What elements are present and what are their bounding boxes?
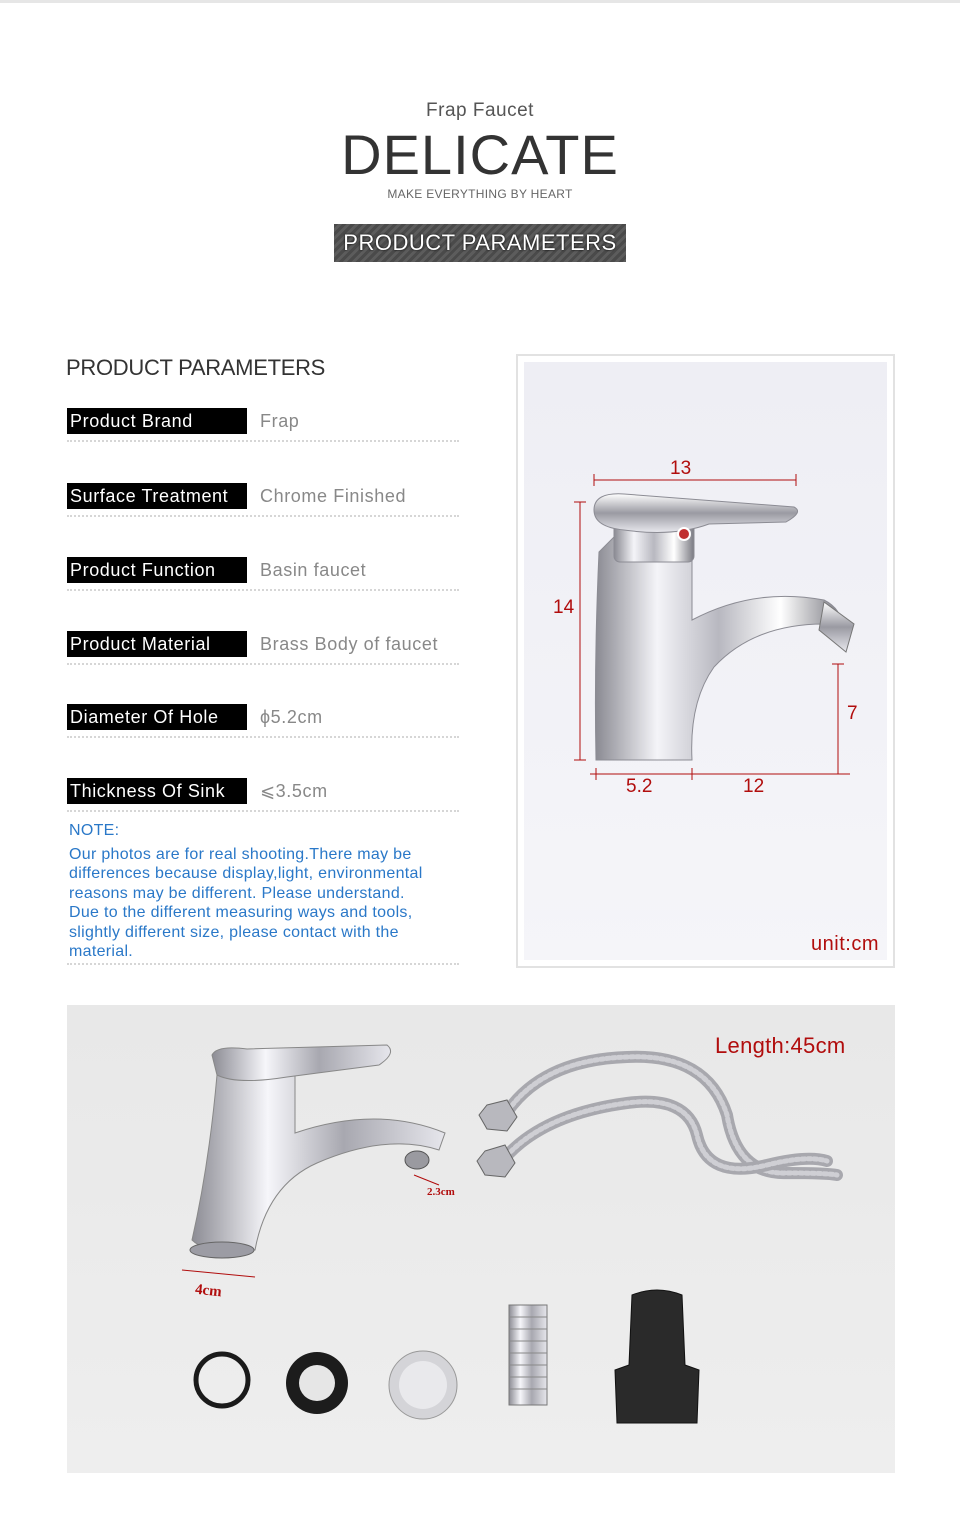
dotted-divider — [67, 963, 459, 965]
dotted-divider — [67, 736, 459, 738]
accessories-photo — [67, 1005, 895, 1473]
param-label: Surface Treatment — [67, 483, 247, 509]
note-line: Our photos are for real shooting.There may be — [69, 845, 412, 863]
dimension-panel — [524, 362, 887, 960]
brand-title: DELICATE — [341, 123, 619, 186]
param-label: Product Function — [67, 557, 247, 583]
param-value: Brass Body of faucet — [260, 634, 439, 654]
note-line: Due to the different measuring ways and tools, — [69, 904, 413, 921]
params-heading: PRODUCT PARAMETERS — [66, 355, 326, 380]
note-line: material. — [69, 943, 134, 960]
note-line: slightly different size, please contact with the — [69, 923, 399, 941]
param-label: Product Brand — [67, 408, 247, 434]
dimension-diagram — [516, 354, 895, 968]
rubber-o-ring — [196, 1354, 248, 1406]
hose-length-label: Length:45cm — [715, 1033, 846, 1058]
brand-subtitle: Frap Faucet — [426, 100, 534, 121]
param-value: Chrome Finished — [260, 486, 407, 506]
accessories-illustration — [67, 1005, 895, 1473]
param-row-brand — [67, 408, 459, 442]
param-value: ⩽3.5cm — [260, 781, 328, 801]
unit-label: unit:cm — [811, 933, 879, 955]
faucet-dimension-illustration — [524, 362, 887, 960]
note-line: differences because display,light, environmental — [69, 865, 423, 882]
note-heading: NOTE: — [69, 822, 120, 839]
dotted-divider — [67, 810, 459, 812]
param-label: Diameter Of Hole — [67, 704, 247, 730]
dotted-divider — [67, 663, 459, 665]
dim-height-label: 14 — [553, 597, 575, 618]
param-label: Thickness Of Sink — [67, 778, 247, 804]
param-row-hole — [67, 704, 459, 738]
brand-tagline: MAKE EVERYTHING BY HEART — [387, 187, 573, 201]
dim-base-label: 5.2 — [626, 776, 653, 797]
indicator-dot — [678, 528, 690, 540]
param-row-function — [67, 557, 459, 591]
mounting-nut — [615, 1290, 699, 1423]
section-banner: PRODUCT PARAMETERS — [334, 224, 626, 262]
param-value: Frap — [260, 411, 300, 431]
param-value: ϕ5.2cm — [260, 707, 323, 727]
hose-pair — [499, 1057, 837, 1175]
dim-reach-label: 12 — [743, 776, 765, 797]
param-label: Product Material — [67, 631, 247, 657]
faucet-body — [595, 532, 842, 760]
dotted-divider — [67, 589, 459, 591]
param-row-surface — [67, 483, 459, 517]
spout-diameter-label: 2.3cm — [427, 1186, 455, 1198]
faucet-photo-aerator — [405, 1151, 429, 1169]
top-divider — [0, 0, 960, 3]
dotted-divider — [67, 440, 459, 442]
threaded-rod — [509, 1305, 547, 1405]
param-row-sink — [67, 778, 459, 812]
dim-spout-height-label: 7 — [847, 703, 858, 724]
note-block — [69, 821, 469, 962]
faucet-photo-base — [190, 1242, 254, 1258]
param-row-material — [67, 631, 459, 665]
faucet-photo-handle — [212, 1045, 391, 1081]
note-line: reasons may be different. Please understand. — [69, 884, 405, 902]
dotted-divider — [67, 515, 459, 517]
faucet-handle — [594, 494, 798, 533]
dim-width-label: 13 — [670, 458, 692, 479]
base-diameter-label: 4cm — [194, 1281, 223, 1301]
param-value: Basin faucet — [260, 560, 367, 580]
